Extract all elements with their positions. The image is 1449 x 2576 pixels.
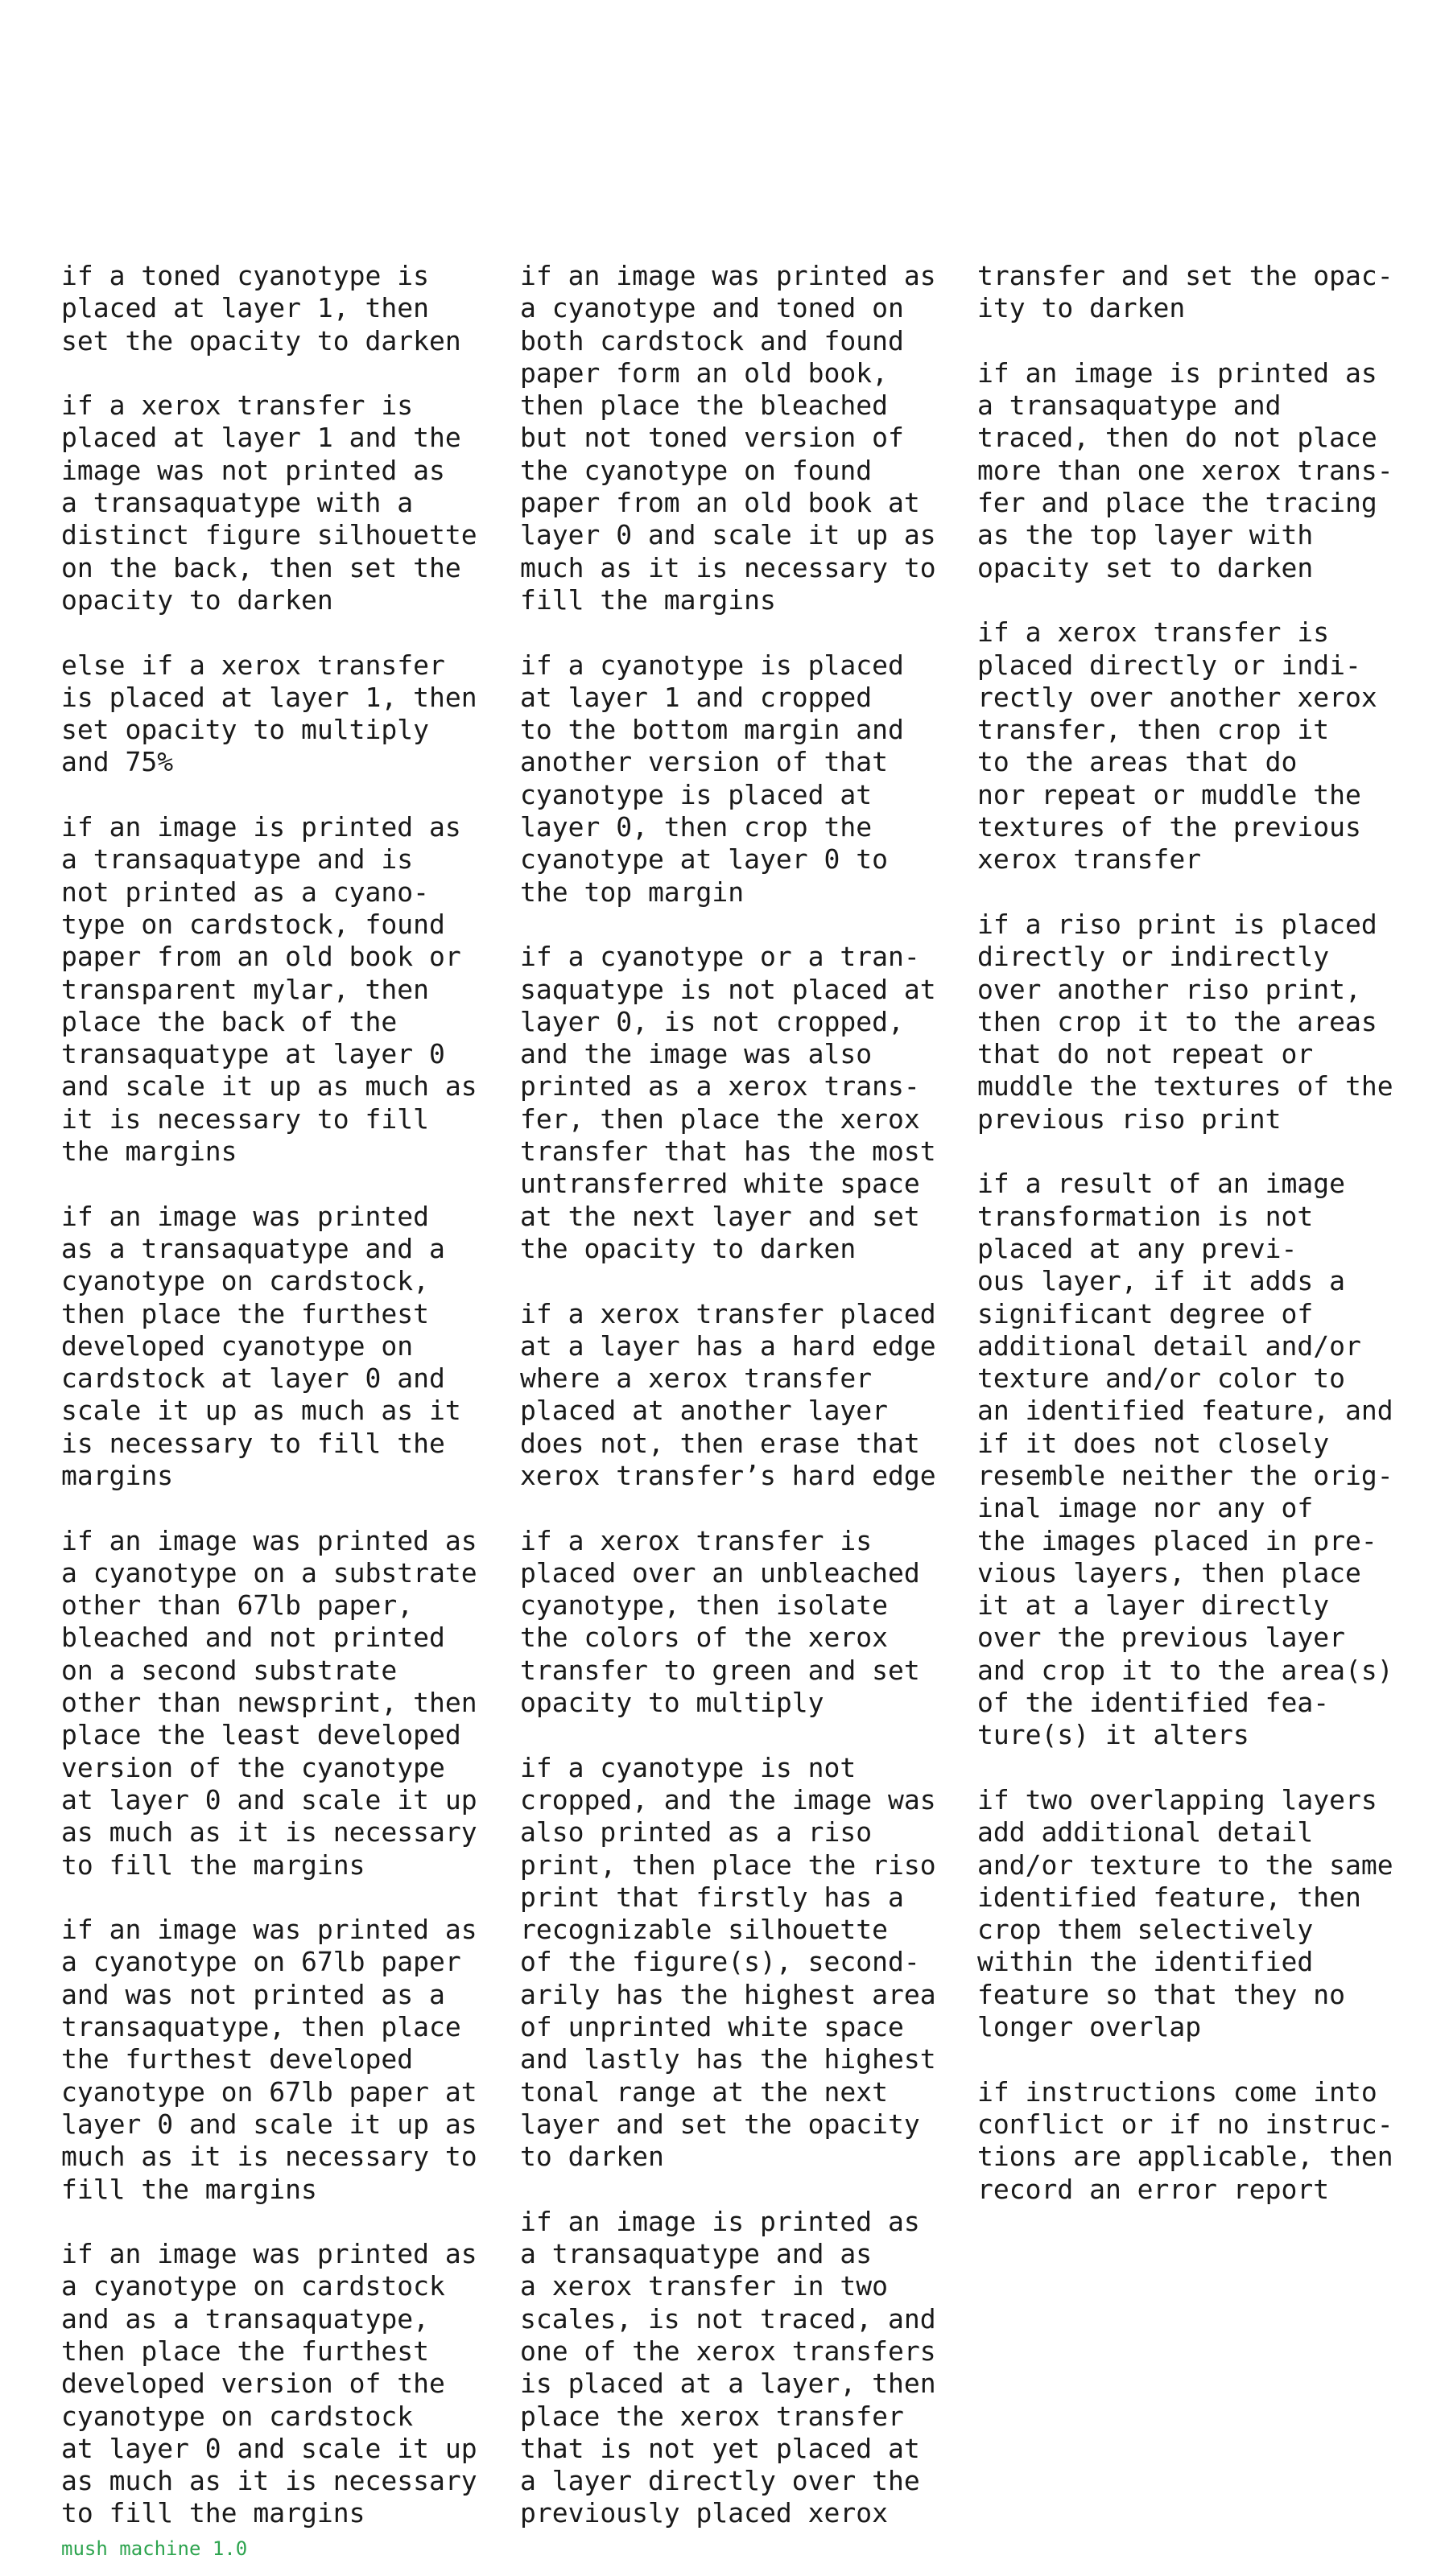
instruction-paragraph: if an image was printed as a cyanotype and toned on both cardstock and found paper form an old book, then place the bleached but not toned version of the cyanotype on found paper from an old book at layer 0 and scale it up as much as it is necessary to fill the margins — [520, 260, 936, 616]
instruction-paragraph: if a xerox transfer is placed at layer 1 and the image was not printed as a transaquatype with a distinct figure silhouette on the back, then set the opacity to darken — [61, 389, 477, 616]
column-3 — [977, 260, 1396, 2238]
instruction-paragraph: if an image was printed as a transaquatype and a cyanotype on cardstock, then place the furthest developed cyanotype on cardstock at layer 0 and scale it up as much as it is necessary to fill the margins — [61, 1200, 461, 1491]
instruction-paragraph: if a xerox transfer is placed directly or indi- rectly over another xerox transfer, then crop it to the areas that do nor repeat or muddle the textures of the previous xerox transfer — [977, 616, 1377, 876]
instruction-paragraph: if a cyanotype or a tran- saquatype is not placed at layer 0, is not cropped, and the image was also printed as a xerox trans- fer, then place the xerox transfer that has the most untransferred white space at the next layer and set the opacity to darken — [520, 941, 936, 1264]
instruction-paragraph: if an image is printed as a transaquatype and is not printed as a cyano- type on cardstock, found paper from an old book or transparent mylar, then place the back of the transaquatype at layer 0 and scale it up as much as it is necessary to fill the margins — [61, 811, 477, 1168]
instruction-paragraph: if a cyanotype is not cropped, and the image was also printed as a riso print, then place the riso print that firstly has a recognizable silhouette of the figure(s), second- arily has the highest area of unprinted white space and lastly has the highest tonal range at the next layer and set the opacity to darken — [520, 1751, 936, 2173]
column-2 — [520, 260, 939, 2562]
instruction-paragraph: if a xerox transfer is placed over an unbleached cyanotype, then isolate the colors of the xerox transfer to green and set opacity to multiply — [520, 1524, 920, 1719]
instruction-paragraph: if a result of an image transformation is not placed at any previ- ous layer, if it adds a significant degree of additional detail and/or texture and/or color to an identified feature, and if it does not closely resemble neither the orig- inal image nor any of the images placed in pre- vious layers, then place it at a layer directly over the previous layer and crop it to the area(s) of the identified fea- ture(s) it alters — [977, 1168, 1393, 1751]
column-1 — [61, 260, 480, 2562]
instruction-paragraph: if an image was printed as a cyanotype on 67lb paper and was not printed as a transaquatype, then place the furthest developed cyanotype on 67lb paper at layer 0 and scale it up as much as it is necessary to fill the margins — [61, 1914, 477, 2205]
instruction-paragraph: transfer and set the opac- ity to darken — [977, 260, 1393, 324]
instruction-paragraph: if a cyanotype is placed at layer 1 and cropped to the bottom margin and another version of that cyanotype is placed at layer 0, then crop the cyanotype at layer 0 to the top margin — [520, 649, 904, 908]
instruction-paragraph: if an image is printed as a transaquatype and traced, then do not place more than one xerox trans- fer and place the tracing as the top layer with opacity set to darken — [977, 357, 1393, 583]
instruction-paragraph: if a toned cyanotype is placed at layer 1, then set the opacity to darken — [61, 260, 461, 357]
instruction-paragraph: if an image is printed as a transaquatype and as a xerox transfer in two scales, is not traced, and one of the xerox transfers is placed at a layer, then place the xerox transfer that is not yet placed at a layer directly over the previously placed xerox — [520, 2205, 936, 2529]
instruction-paragraph: else if a xerox transfer is placed at layer 1, then set opacity to multiply and 75% — [61, 649, 477, 778]
instruction-paragraph: if two overlapping layers add additional detail and/or texture to the same identified feature, then crop them selectively within the identified feature so that they no longer overlap — [977, 1783, 1393, 2043]
footer-version-label: mush machine 1.0 — [61, 2537, 248, 2560]
instruction-paragraph: if an image was printed as a cyanotype on a substrate other than 67lb paper, bleached and not printed on a second substrate other than newsprint, then place the least developed version of the cyanotype at layer 0 and scale it up as much as it is necessary to fill the margins — [61, 1524, 477, 1881]
instruction-paragraph: if a riso print is placed directly or indirectly over another riso print, then crop it to the areas that do not repeat or muddle the textures of the previous riso print — [977, 908, 1393, 1135]
instruction-paragraph: if a xerox transfer placed at a layer has a hard edge where a xerox transfer placed at another layer does not, then erase that xerox transfer’s hard edge — [520, 1297, 936, 1491]
instruction-paragraph: if an image was printed as a cyanotype on cardstock and as a transaquatype, then place the furthest developed version of the cyanotype on cardstock at layer 0 and scale it up as much as it is necessary to fill the margins — [61, 2238, 477, 2529]
instruction-paragraph: if instructions come into conflict or if no instruc- tions are applicable, then record an error report — [977, 2075, 1393, 2205]
